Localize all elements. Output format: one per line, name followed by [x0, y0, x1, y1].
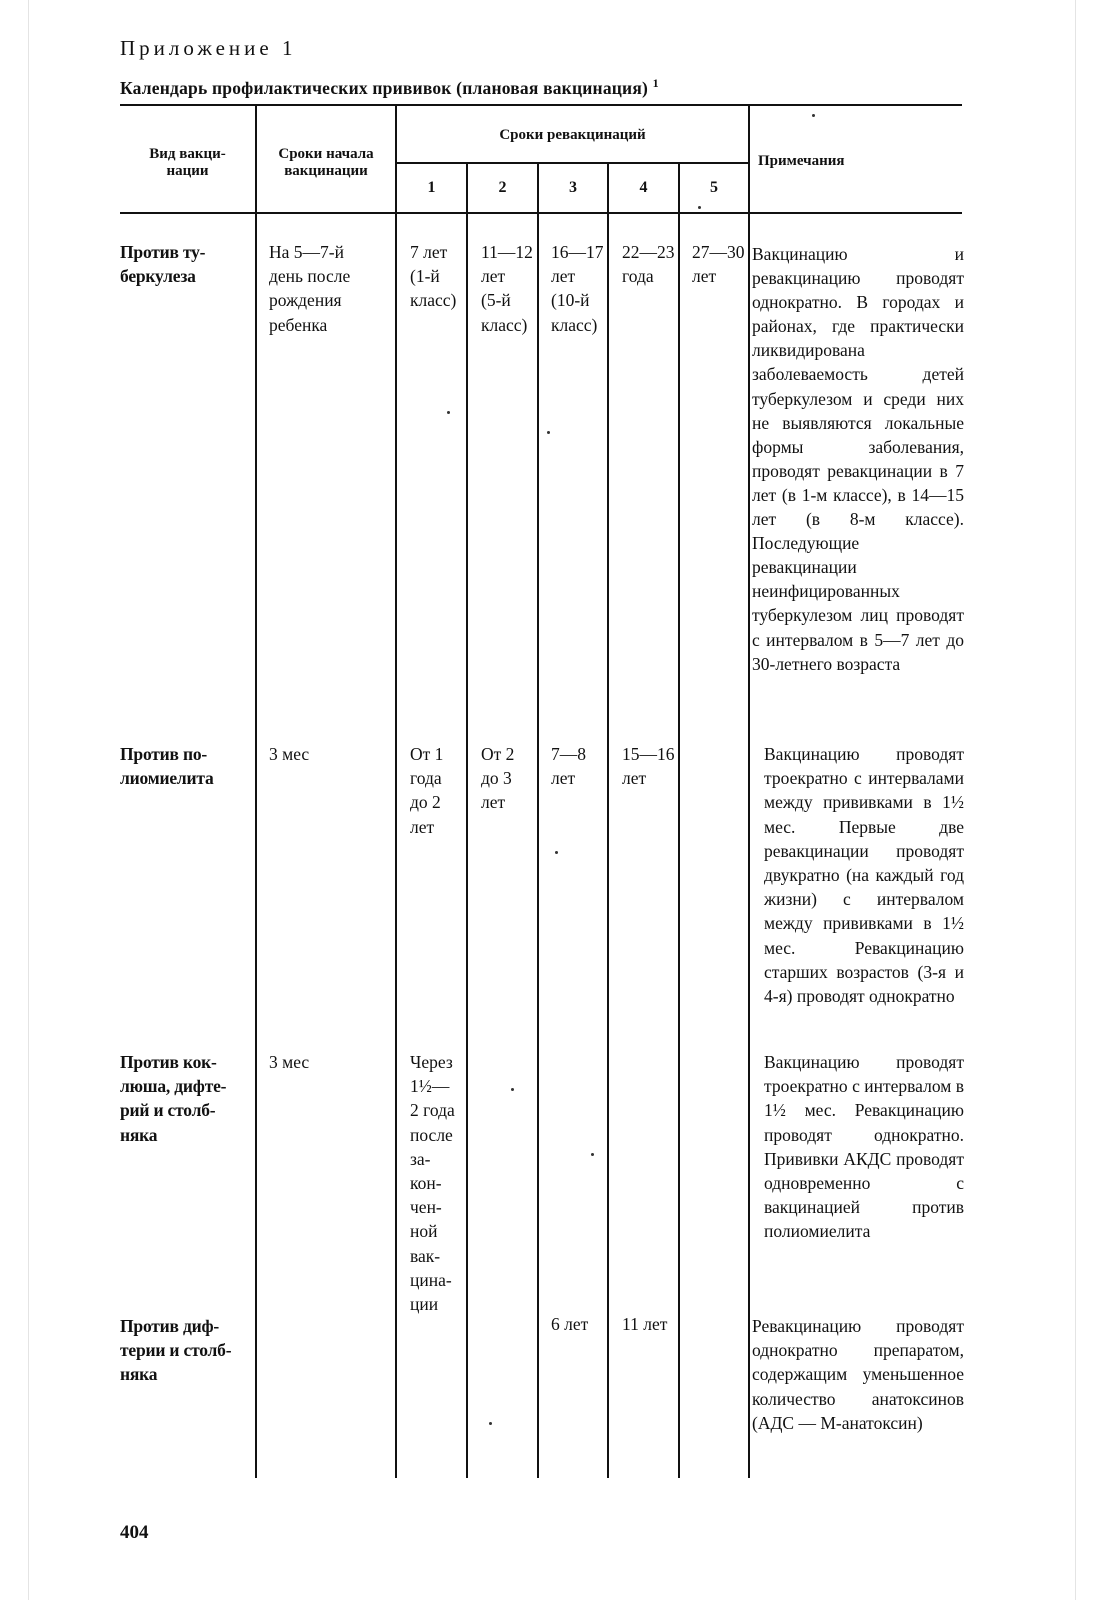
row-tuberculosis-r2: 11—12 лет (5-й класс): [481, 242, 533, 335]
col-divider-6: [678, 163, 680, 1478]
header-revacc-5: 5: [710, 179, 718, 196]
revacc-subheader-rule: [396, 162, 750, 164]
row-polio-r3: 7—8 лет: [551, 744, 586, 789]
col-divider-1: [255, 106, 257, 1478]
row-polio-note: Вакцинацию проводят троекратно с интервалами между прививками в 1½ мес. Первые две ревакцинации проводят двукратно (на каждый год жизни) с интервалом между прививками в 1½ мес. Ревакцинацию старших возрастов (3-я и 4-я) проводят однократно: [764, 744, 964, 1007]
title-text: Календарь профилактических прививок (плановая вакцинация): [120, 77, 649, 98]
title-footnote: 1: [652, 76, 659, 90]
page-number: 404: [120, 1522, 149, 1543]
row-tuberculosis-r1: 7 лет (1-й класс): [410, 242, 457, 311]
scan-speck: [511, 1088, 514, 1091]
row-dt-note: Ревакцинацию проводят однократно препаратом, содержащим уменьшенное количество анатоксинов (АДС — М-анатоксин): [752, 1316, 964, 1433]
row-polio-r4: 15—16 лет: [622, 744, 675, 789]
col-divider-4: [537, 163, 539, 1478]
row-dt-r4: 11 лет: [622, 1314, 668, 1334]
row-dt-name: Против диф- терии и столб- няка: [120, 1316, 232, 1385]
row-tuberculosis-start: На 5—7-й день после рождения ребенка: [269, 242, 351, 335]
row-polio-r1: От 1 года до 2 лет: [410, 744, 444, 837]
col-divider-7: [748, 106, 750, 1478]
header-notes: Примечания: [758, 153, 845, 169]
scan-speck: [555, 851, 558, 854]
row-dt-r3: 6 лет: [551, 1314, 589, 1334]
col-divider-2: [395, 106, 397, 1478]
scan-speck: [489, 1422, 492, 1425]
table-top-rule: [120, 104, 962, 106]
scan-speck: [591, 1153, 594, 1156]
header-revacc-3: 3: [569, 179, 577, 196]
row-tuberculosis-r4: 22—23 года: [622, 242, 675, 287]
header-vaccination-type: Вид вакци- нации: [149, 146, 226, 179]
row-polio-start: 3 мес: [269, 744, 310, 764]
col-divider-5: [607, 163, 609, 1478]
scan-speck: [547, 431, 550, 434]
row-dtp-note: Вакцинацию проводят троекратно с интервалом в 1½ мес. Ревакцинацию проводят однократно. Прививки АКДС проводят одновременно с вакцинацией против полиомиелита: [764, 1052, 964, 1242]
row-polio-name: Против по- лиомиелита: [120, 744, 214, 789]
row-tuberculosis-note: Вакцинацию и ревакцинацию проводят однократно. В городах и районах, где практически ликвидирована заболеваемость детей туберкулезом и среди них не выявляются локальные формы заболевания, проводят ревакцинации в 7 лет (в 1-м классе), в 14—15 лет (в 8-м классе). Последующие ревакцинации неинфицированных туберкулезом лиц проводят с интервалом в 5—7 лет до 30-летнего возраста: [752, 244, 964, 674]
header-start-time: Сроки начала вакцинации: [278, 146, 374, 179]
row-dtp-start: 3 мес: [269, 1052, 310, 1072]
row-tuberculosis-r5: 27—30 лет: [692, 242, 745, 287]
appendix-label: Приложение 1: [120, 36, 297, 60]
row-dtp-name: Против кок- люша, дифте- рий и столб- няка: [120, 1052, 227, 1145]
header-revacc-2: 2: [498, 179, 507, 196]
page-title: [120, 76, 659, 99]
scan-speck: [447, 411, 450, 414]
row-tuberculosis-r3: 16—17 лет (10-й класс): [551, 242, 604, 335]
scan-speck: [698, 206, 701, 209]
header-revaccination-group: Сроки ревакцинаций: [499, 127, 646, 143]
row-dtp-r1: Через 1½— 2 года после за- кон- чен- ной вак- цина- ции: [410, 1052, 455, 1315]
scan-speck: [812, 114, 815, 117]
header-revacc-4: 4: [639, 179, 648, 196]
header-bottom-rule: [120, 212, 962, 214]
header-revacc-1: 1: [427, 179, 436, 196]
row-polio-r2: От 2 до 3 лет: [481, 744, 515, 813]
row-tuberculosis-name: Против ту- беркулеза: [120, 242, 206, 287]
